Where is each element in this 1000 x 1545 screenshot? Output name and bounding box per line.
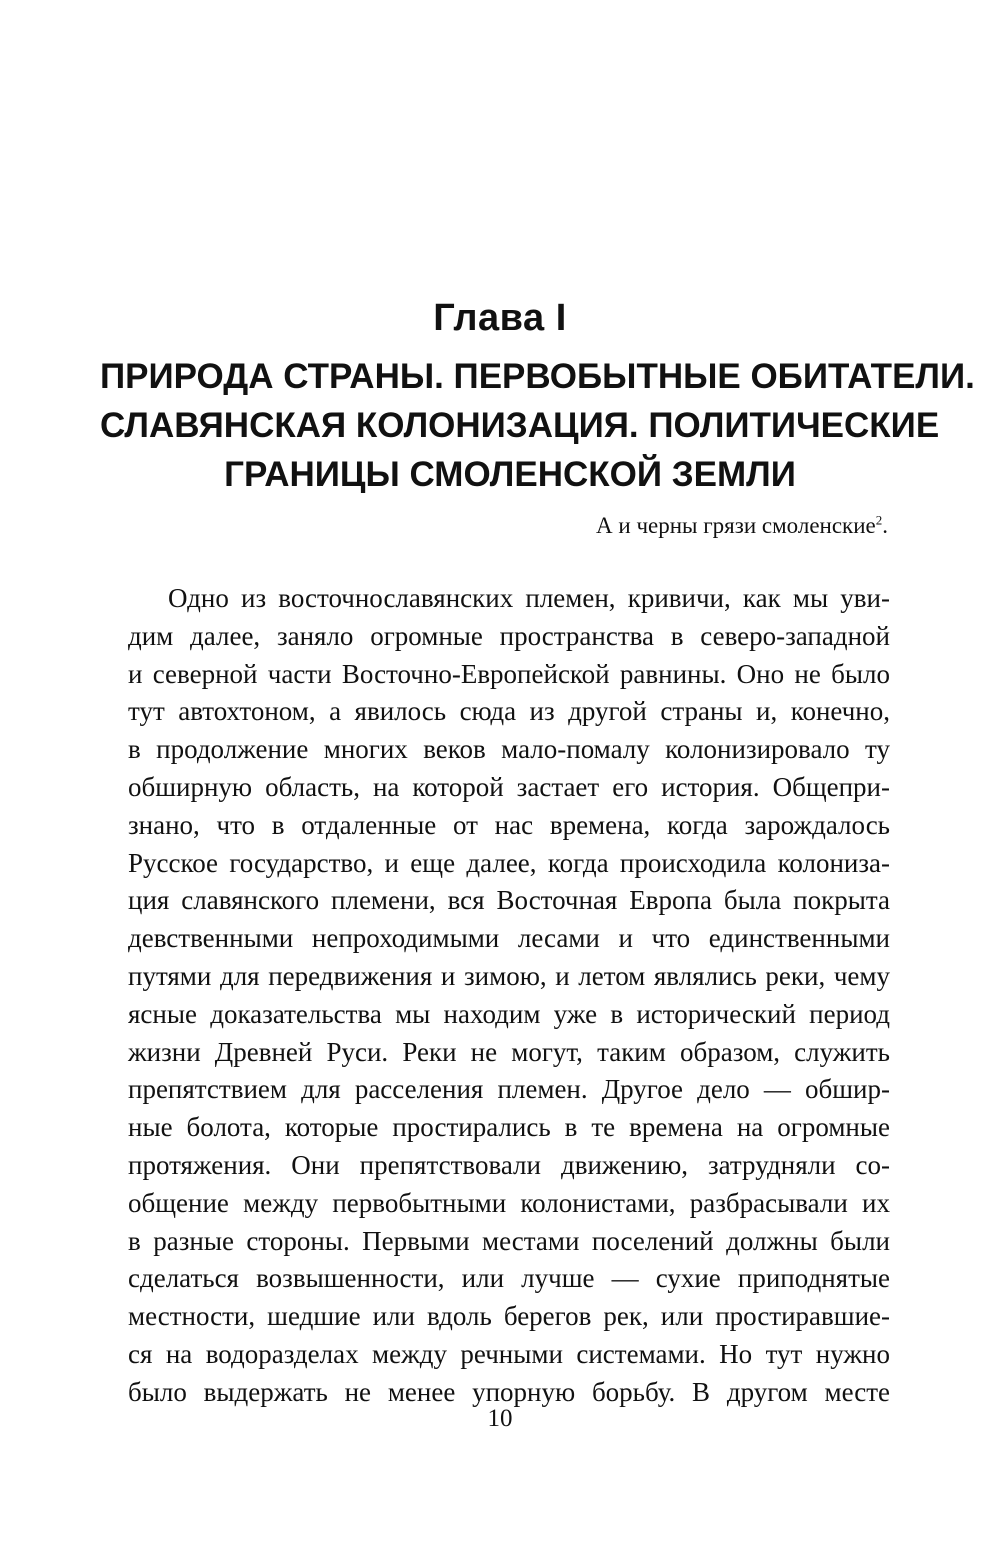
- text-line: путями для передвижения и зимою, и летом являлись реки, чему: [128, 960, 890, 991]
- page-number: 10: [487, 1405, 513, 1432]
- epigraph-end: .: [882, 513, 888, 538]
- text-line: знано, что в отдаленные от нас времена, когда зарождалось: [128, 809, 890, 840]
- text-line: девственными непроходимыми лесами и что единственными: [128, 923, 890, 954]
- text-line: жизни Древней Руси. Реки не могут, таким образом, служить: [128, 1036, 890, 1067]
- chapter-title-line: ПРИРОДА СТРАНЫ. ПЕРВОБЫТНЫЕ ОБИТАТЕЛИ.: [100, 357, 975, 396]
- text-line: препятствием для расселения племен. Другое дело — обшир-: [128, 1074, 890, 1105]
- footnote-reference: 2: [875, 512, 883, 528]
- text-line: в разные стороны. Первыми местами поселений должны были: [128, 1225, 890, 1256]
- text-line: общение между первобытными колонистами, разбрасывали их: [128, 1187, 890, 1218]
- chapter-title-line: СЛАВЯНСКАЯ КОЛОНИЗАЦИЯ. ПОЛИТИЧЕСКИЕ: [100, 406, 940, 445]
- text-line: ные болота, которые простирались в те времена на огромные: [128, 1112, 890, 1143]
- text-line: местности, шедшие или вдоль берегов рек, или простиравшие-: [128, 1301, 890, 1332]
- body-paragraph: [128, 580, 890, 1412]
- chapter-title-line: ГРАНИЦЫ СМОЛЕНСКОЙ ЗЕМЛИ: [224, 455, 796, 494]
- text-line: ция славянского племени, вся Восточная Европа была покрыта: [128, 885, 890, 916]
- text-line: тут автохтоном, а явилось сюда из другой страны и, конечно,: [128, 696, 890, 727]
- chapter-title: [100, 352, 975, 499]
- text-line: Одно из восточнославянских племен, кривичи, как мы уви-: [168, 583, 890, 613]
- text-line: было выдержать не менее упорную борьбу. В другом месте: [128, 1376, 890, 1407]
- text-line: обширную область, на которой застает его история. Общепри-: [128, 771, 890, 802]
- text-line: ясные доказательства мы находим уже в исторический период: [128, 998, 890, 1029]
- epigraph-text: А и черны грязи смоленские: [596, 513, 876, 538]
- text-line: протяжения. Они препятствовали движению, затрудняли со-: [128, 1149, 890, 1180]
- text-line: дим далее, заняло огромные пространства в северо-западной: [128, 620, 890, 651]
- epigraph: [596, 510, 888, 542]
- text-line: в продолжение многих веков мало-помалу колонизировало ту: [128, 734, 890, 765]
- text-line: и северной части Восточно-Европейской равнины. Оно не было: [128, 658, 890, 689]
- text-line: Русское государство, и еще далее, когда происходила колониза-: [128, 847, 890, 878]
- text-line: сделаться возвышенности, или лучше — сухие приподнятые: [128, 1263, 890, 1294]
- text-line: ся на водоразделах между речными системами. Но тут нужно: [128, 1338, 890, 1369]
- chapter-label: Глава I: [433, 297, 567, 339]
